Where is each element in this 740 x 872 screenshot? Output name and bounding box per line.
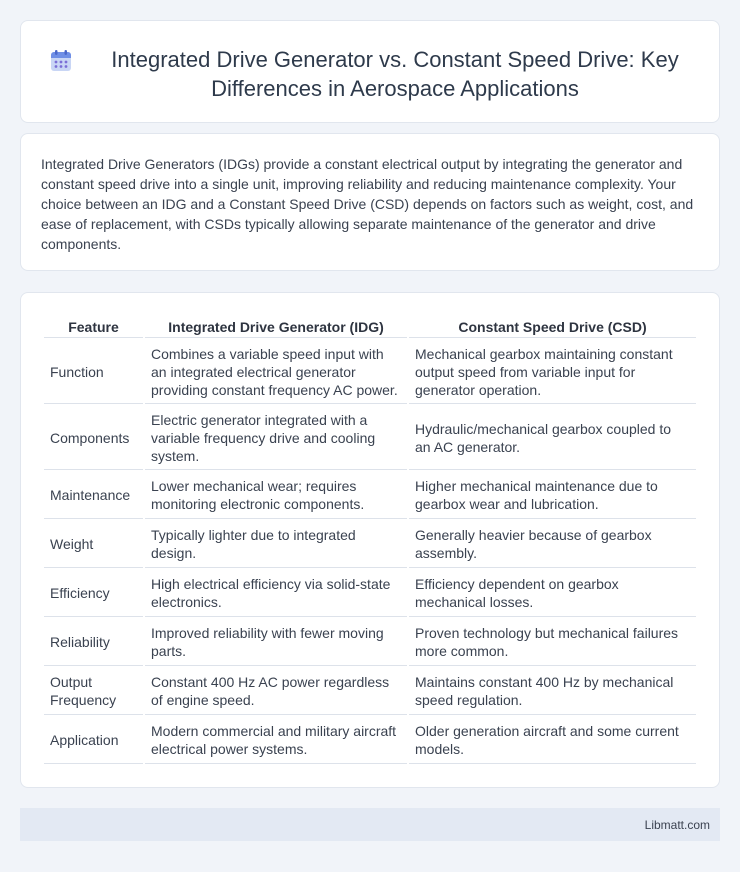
table-row (44, 619, 696, 666)
footer-site-link[interactable]: Libmatt.com (644, 818, 710, 832)
csd-cell: Efficiency dependent on gearbox mechanical losses. (409, 570, 696, 617)
csd-cell: Higher mechanical maintenance due to gearbox wear and lubrication. (409, 472, 696, 519)
idg-cell: Improved reliability with fewer moving parts. (145, 619, 407, 666)
feature-cell: Components (44, 406, 143, 470)
feature-cell: Maintenance (44, 472, 143, 519)
feature-cell: Function (44, 340, 143, 404)
idg-cell: High electrical efficiency via solid-state electronics. (145, 570, 407, 617)
table-row (44, 717, 696, 764)
table-row (44, 472, 696, 519)
footer (20, 808, 720, 841)
comparison-card (20, 292, 720, 788)
table-row (44, 340, 696, 404)
idg-cell: Constant 400 Hz AC power regardless of engine speed. (145, 668, 407, 715)
feature-cell: Output Frequency (44, 668, 143, 715)
header-csd: Constant Speed Drive (CSD) (409, 315, 696, 338)
table-row (44, 406, 696, 470)
idg-cell: Electric generator integrated with a variable frequency drive and cooling system. (145, 406, 407, 470)
intro-card (20, 133, 720, 271)
idg-cell: Lower mechanical wear; requires monitoring electronic components. (145, 472, 407, 519)
feature-cell: Efficiency (44, 570, 143, 617)
csd-cell: Generally heavier because of gearbox assembly. (409, 521, 696, 568)
page-title: Integrated Drive Generator vs. Constant Speed Drive: Key Differences in Aerospace Applications (111, 47, 679, 101)
table-row (44, 521, 696, 568)
csd-cell: Maintains constant 400 Hz by mechanical speed regulation. (409, 668, 696, 715)
calendar-icon (49, 49, 73, 73)
intro-paragraph: Integrated Drive Generators (IDGs) provide a constant electrical output by integrating the generator and constant speed drive into a single unit, improving reliability and reducing maintenance complexity. Your choice between an IDG and a Constant Speed Drive (CSD) depends on factors such as weight, cost, and ease of replacement, with CSDs typically allowing separate maintenance of the generator and drive components. (41, 156, 694, 252)
comparison-table (42, 313, 698, 766)
title-card (20, 20, 720, 123)
csd-cell: Hydraulic/mechanical gearbox coupled to an AC generator. (409, 406, 696, 470)
header-feature: Feature (44, 315, 143, 338)
feature-cell: Weight (44, 521, 143, 568)
csd-cell: Mechanical gearbox maintaining constant output speed from variable input for generator operation. (409, 340, 696, 404)
table-row (44, 668, 696, 715)
table-row (44, 570, 696, 617)
idg-cell: Typically lighter due to integrated design. (145, 521, 407, 568)
idg-cell: Combines a variable speed input with an integrated electrical generator providing constant frequency AC power. (145, 340, 407, 404)
table-header-row (44, 315, 696, 338)
csd-cell: Proven technology but mechanical failures more common. (409, 619, 696, 666)
csd-cell: Older generation aircraft and some current models. (409, 717, 696, 764)
header-idg: Integrated Drive Generator (IDG) (145, 315, 407, 338)
idg-cell: Modern commercial and military aircraft electrical power systems. (145, 717, 407, 764)
feature-cell: Application (44, 717, 143, 764)
feature-cell: Reliability (44, 619, 143, 666)
